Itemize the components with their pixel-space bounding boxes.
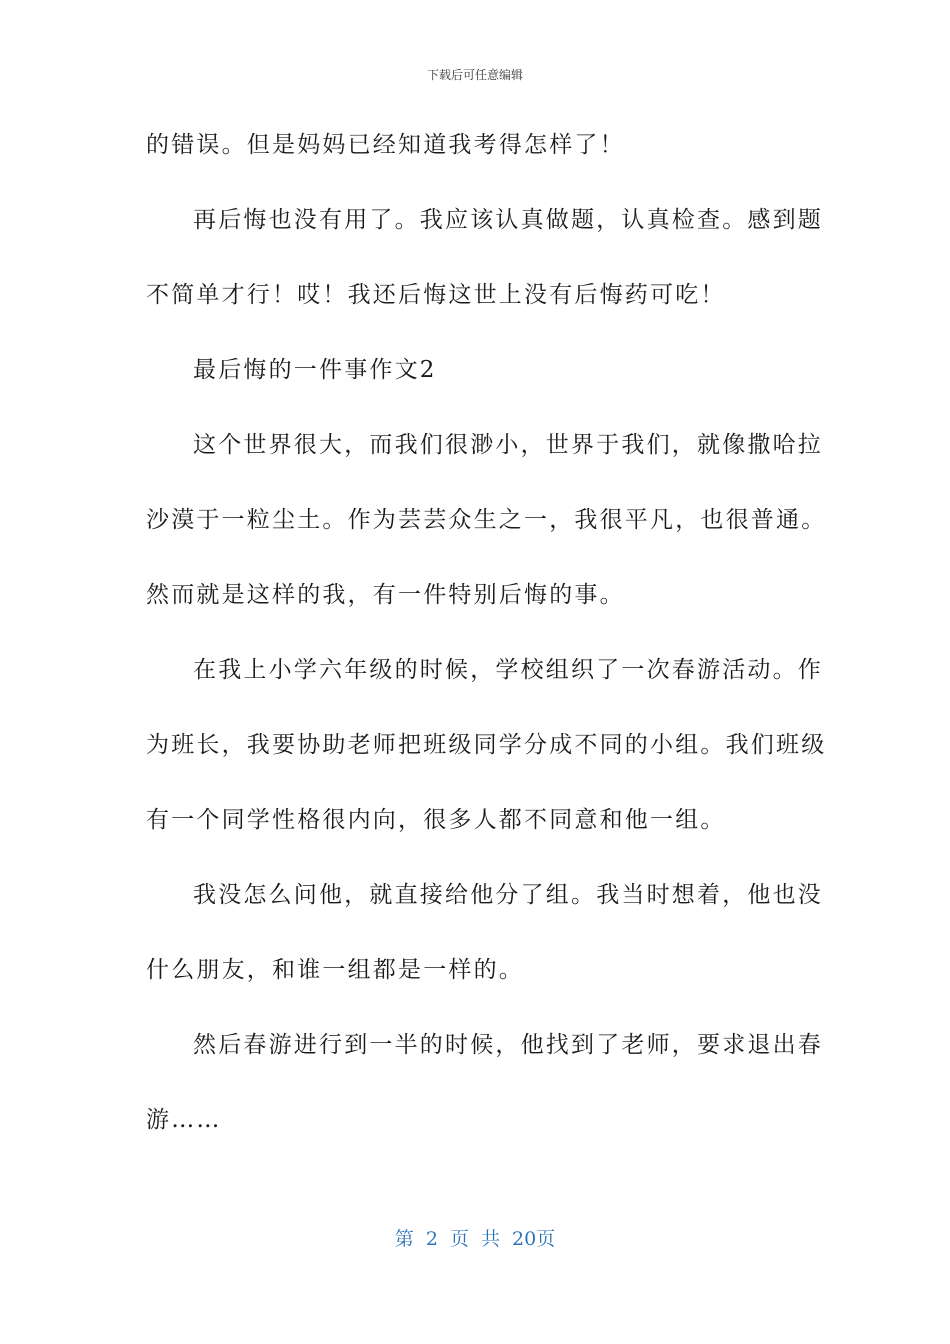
text-line: 这个世界很大，而我们很渺小，世界于我们，就像撒哈拉 [193, 432, 823, 458]
text-line: 再后悔也没有用了。我应该认真做题，认真检查。感到题 [193, 207, 823, 233]
text-line: 有一个同学性格很内向，很多人都不同意和他一组。 [146, 807, 726, 833]
text-line: 然后春游进行到一半的时候，他找到了老师，要求退出春 [193, 1032, 823, 1058]
text-line: 什么朋友，和谁一组都是一样的。 [146, 957, 524, 983]
text-line: 在我上小学六年级的时候，学校组织了一次春游活动。作 [193, 657, 823, 683]
document-body [146, 112, 827, 1162]
text-line: 我没怎么问他，就直接给他分了组。我当时想着，他也没 [193, 882, 823, 908]
text-line: 为班长，我要协助老师把班级同学分成不同的小组。我们班级 [146, 732, 827, 758]
text-line: 不简单才行！哎！我还后悔这世上没有后悔药可吃！ [146, 282, 726, 308]
page-header-note: 下载后可任意编辑 [426, 68, 523, 82]
text-line: 游…… [146, 1107, 222, 1133]
page-number-footer: 第 2 页 共 20页 [394, 1228, 556, 1250]
text-line: 的错误。但是妈妈已经知道我考得怎样了！ [146, 132, 625, 158]
section-heading: 最后悔的一件事作文2 [193, 357, 437, 383]
text-line: 沙漠于一粒尘土。作为芸芸众生之一，我很平凡，也很普通。 [146, 507, 827, 533]
text-line: 然而就是这样的我，有一件特别后悔的事。 [146, 582, 625, 608]
